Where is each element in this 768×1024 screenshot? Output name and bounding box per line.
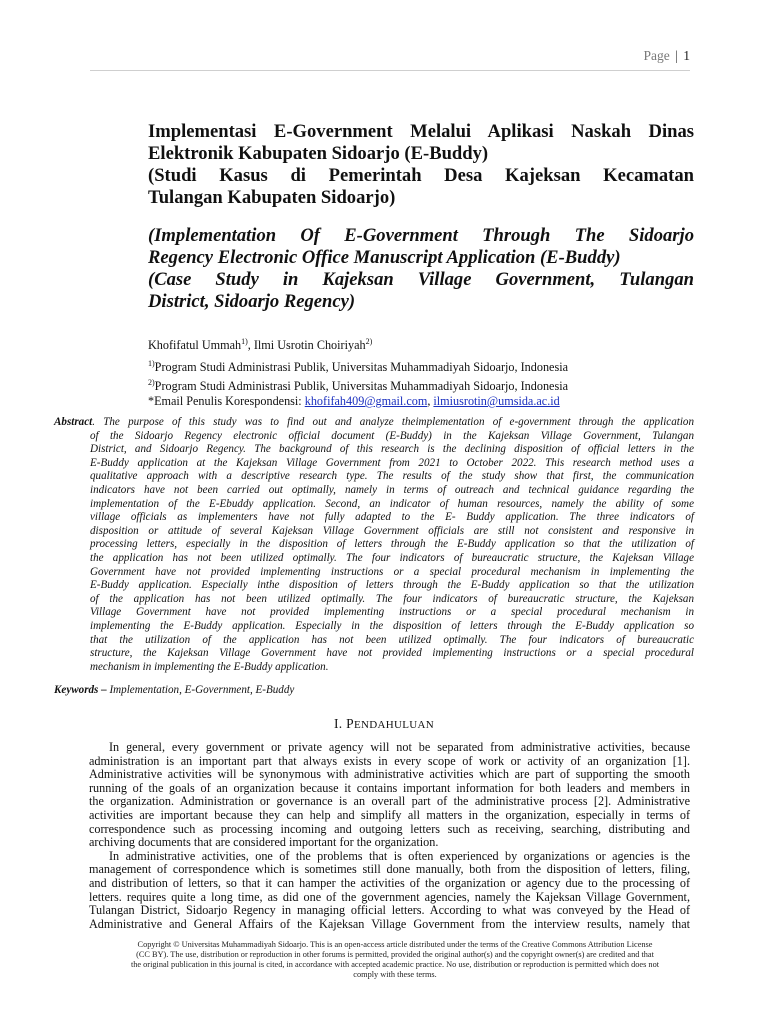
author-list	[148, 334, 372, 353]
body-line: and distribution of letters, so that it can hamper the activities of the organization or agency due to the processing of	[89, 875, 690, 890]
abstract-line: that the utilization of the application has not been utilized optimally. The four indicators of bureaucratic	[90, 633, 694, 646]
affiliation-line	[148, 356, 568, 375]
abstract-line: qualitative approach with a descriptive research type. The results of the study show that first, the communication	[90, 470, 694, 483]
corresponding-email-line	[148, 394, 568, 409]
title-line-id: Elektronik Kabupaten Sidoarjo (E-Buddy)	[148, 143, 489, 164]
keywords-value: Implementation, E-Government, E-Buddy	[109, 684, 295, 696]
abstract-line: the application has not been utilized optimally. The four indicators of bureaucratic structure, the Kajeksan Village	[90, 551, 694, 564]
abstract-line: mechanism in implementing the E-Buddy application.	[90, 660, 329, 673]
body-line: running of the goals of an organization because it contains important information for both leaders and members in	[89, 780, 690, 795]
body-line: Tulangan District, Sidoarjo Regency in managing official letters. According to what was conveyed by the Head of	[89, 903, 690, 918]
body-line: Administrative activities will be synonymous with administrative activities which are part of supporting the smooth	[89, 767, 690, 782]
body-line: In administrative activities, one of the problems that is often experienced by organizations or agencies is the	[109, 848, 690, 863]
body-line: archiving documents that are considered important for the organization.	[89, 835, 439, 850]
section-heading	[0, 716, 768, 732]
section-first-letter: P	[346, 716, 354, 731]
title-line-en: (Implementation Of E-Government Through The Sidoarjo	[148, 225, 694, 246]
author-separator: ,	[247, 338, 254, 353]
abstract-line: of the application has not been utilized optimally. The four indicators of bureaucratic structure, the Kajeksan	[90, 592, 694, 605]
email-label: *Email Penulis Korespondensi:	[148, 394, 305, 409]
keywords-label: Keywords –	[54, 684, 110, 696]
body-line: activities are important because they can help and simplify all matters in the organization, especially in terms of	[89, 807, 690, 822]
abstract-line: processing letters, especially in the disposition of letters through the E-Buddy application so that the utilization of	[90, 538, 694, 551]
copyright-footer	[96, 940, 694, 980]
affiliation-line	[148, 375, 568, 394]
title-line-id: Implementasi E-Government Melalui Aplikasi Naskah Dinas	[148, 121, 694, 142]
abstract-line: District, and Sidoarjo Regency. The background of this research is the declining disposition of official letters in the	[90, 443, 694, 456]
title-line-id: Tulangan Kabupaten Sidoarjo)	[148, 187, 396, 208]
body-text	[89, 741, 690, 931]
footer-line: the original publication in this journal is cited, in accordance with accepted academic practice. No use, distribution or reproduction is permitted which does not	[130, 960, 660, 969]
affiliation-text: Program Studi Administrasi Publik, Universitas Muhammadiyah Sidoarjo, Indonesia	[154, 360, 568, 375]
title-line-id: (Studi Kasus di Pemerintah Desa Kajeksan Kecamatan	[148, 165, 694, 186]
title-line-en: (Case Study in Kajeksan Village Government, Tulangan	[148, 269, 694, 290]
abstract-line: Village Government have not provided implementing instructions or a special procedural mechanism in	[90, 606, 694, 619]
abstract-line: implementing the E-Buddy application. Especially in the disposition of letters through the E-Buddy application so	[90, 619, 694, 632]
page-separator: |	[675, 48, 678, 63]
abstract-line: E-Buddy application at the Kajeksan Village Government from 2021 to October 2022. This research method uses a	[90, 456, 694, 469]
section-title-rest: ENDAHULUAN	[353, 719, 434, 731]
page-number: 1	[683, 48, 690, 63]
affiliation-sup: 2)	[148, 378, 155, 388]
keywords	[54, 684, 294, 696]
abstract-text: . The purpose of this study was to find out and analyze theimplementation of e-government through the application	[92, 416, 694, 428]
abstract-line: E-Buddy application. Especially inthe disposition of letters through the E-Buddy application so that the utilization	[90, 579, 694, 592]
footer-line: comply with these terms.	[353, 970, 437, 979]
body-line: In general, every government or private agency will not be separated from administrative activities, because	[109, 740, 690, 754]
author-name: Khofifatul Ummah	[148, 338, 242, 353]
page-label: Page	[643, 48, 670, 63]
author-sup: 2)	[365, 337, 373, 346]
body-line: Administrative and General Affairs of the Kajeksan Village Government from the interview results, namely that	[89, 916, 690, 931]
abstract-line: disposition or attitude of several Kajeksan Village Government officials are still not consistent and responsive in	[90, 524, 694, 537]
abstract-line: Government have not provided implementing instructions or a special procedural mechanism in implementing the	[90, 565, 694, 578]
abstract-first-line	[54, 416, 694, 430]
title-line-en: District, Sidoarjo Regency)	[148, 291, 356, 312]
email-link[interactable]: khofifah409@gmail.com	[304, 394, 428, 409]
body-line: the organization. Administration or governance is an overall part of the administrative process [2]. Administrative	[89, 794, 690, 809]
page-header	[90, 48, 690, 71]
abstract-line: of the Sidoarjo Regency electronic official document (E-Buddy) in the Kajeksan Village Government, Tulangan	[90, 429, 694, 442]
affiliation-sup: 1)	[148, 359, 155, 368]
abstract-line: implementation of the E-Ebuddy application. Second, an indicator of human resources, namely the ability of some	[90, 497, 694, 510]
email-link[interactable]: ilmiusrotin@umsida.ac.id	[433, 394, 560, 409]
paper-title	[148, 121, 694, 313]
abstract-line: indicators have not been carried out optimally, namely in terms of outreach and technical guidance regarding the	[90, 483, 694, 496]
section-number: I.	[334, 716, 347, 731]
abstract-line: village officials as implementers have not fully adapted to the E- Buddy application. The three indicators of	[90, 511, 694, 524]
abstract-label: Abstract	[54, 416, 93, 428]
author-name: Ilmi Usrotin Choiriyah	[253, 338, 366, 353]
body-line: administration is an important part that always exists in every scope of work or activity of an organization [1].	[89, 753, 690, 768]
author-sup: 1)	[241, 337, 248, 346]
footer-line: Copyright © Universitas Muhammadiyah Sidoarjo. This is an open-access article distributed under the terms of the Creative Commons Attribution License	[137, 940, 653, 949]
footer-line: (CC BY). The use, distribution or reproduction in other forums is permitted, provided the original author(s) and the copyright owner(s) are credited and that	[136, 950, 654, 959]
body-line: correspondence such as processing incoming and outgoing letters such as receiving, searching, distributing and	[89, 821, 690, 836]
abstract	[54, 416, 694, 674]
abstract-line: structure, the Kajeksan Village Government have not provided implementing instructions or a special procedural	[90, 647, 694, 660]
affiliations	[148, 356, 568, 409]
body-line: management of correspondence which is sometimes still done manually, both from the disposition of letters, filing,	[89, 862, 690, 877]
body-line: letters. requires quite a long time, as did one of the government agencies, namely the Kajeksan Village Government,	[89, 889, 690, 904]
affiliation-text: Program Studi Administrasi Publik, Universitas Muhammadiyah Sidoarjo, Indonesia	[154, 379, 568, 394]
email-separator: ,	[427, 394, 434, 409]
title-line-en: Regency Electronic Office Manuscript Application (E-Buddy)	[148, 247, 621, 268]
